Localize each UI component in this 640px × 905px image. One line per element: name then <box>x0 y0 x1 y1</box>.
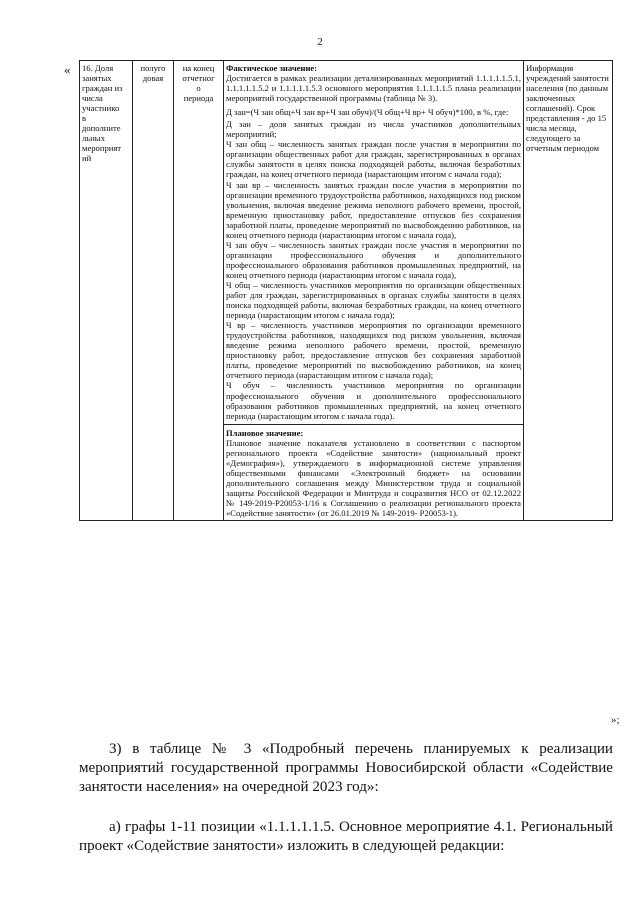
actual-value-paragraph: Ч зан обуч – численность занятых граждан после участия в мероприятии по организации профессионального обучения и дополнительного профессионального образования работников промышленных предприятий, на конец отчетного периода (нарастающим итогом с начала года), <box>226 239 521 280</box>
periodicity-cell: полуго довая <box>133 61 174 521</box>
actual-value-paragraph: Д зан=(Ч зан общ+Ч зан вр+Ч зан обуч)/(Ч общ+Ч вр+ Ч обуч)*100, в %, где: <box>226 107 509 118</box>
page-number: 2 <box>317 36 323 48</box>
close-quote-mark: »; <box>611 714 620 726</box>
indicator-name-cell: 16. Доля занятых граждан из числа участнико в дополните льных мероприят ий <box>80 61 133 521</box>
actual-value-paragraph: Ч обуч – численность участников мероприятия по организации профессионального обучения и дополнительного профессионального образования работников промышленных предприятий, на конец отчетного периода (нарастающим итогом с начала года). <box>226 380 521 421</box>
actual-value-paragraph: Ч общ – численность участников мероприятия по организации общественных работ для граждан, зарегистрированных в органах службы занятости в целях поиска подходящей работы, включая безработных граждан, на конец отчетного периода (нарастающим итогом с начала года); <box>226 279 521 321</box>
method-cell <box>224 61 524 521</box>
open-quote-mark: « <box>64 62 71 77</box>
body-paragraph: а) графы 1-11 позиции «1.1.1.1.1.5. Основное мероприятие 4.1. Региональный проект «Содействие занятости» изложить в следующей редакции: <box>79 819 613 854</box>
actual-value-heading: Фактическое значение: <box>226 63 318 73</box>
actual-value-paragraph: Ч зан общ – численность занятых граждан после участия в мероприятии по организации общественных работ для граждан, зарегистрированных в органах службы занятости в целях поиска подходящей работы, включая безработных граждан, на конец отчетного периода (нарастающим итогом с начала года); <box>226 139 521 180</box>
reporting-date-cell: на конец отчетног о периода <box>174 61 224 521</box>
body-paragraph: 3) в таблице № 3 «Подробный перечень планируемых к реализации мероприятий государственной программы Новосибирской области «Содействие занятости населения» на очередной 2023 год»: <box>79 741 613 795</box>
indicator-table <box>79 60 613 521</box>
planned-value-heading: Плановое значение: <box>226 427 304 438</box>
data-source-cell: Информация учреждений занятости населения (по данным заключенных соглашений). Срок представления - до 15 числа месяца, следующего за отчетным периодом <box>524 61 613 521</box>
actual-value-paragraph: Д зан – доля занятых граждан из числа участников дополнительных мероприятий; <box>226 119 521 140</box>
actual-value-list <box>226 73 521 421</box>
cell-divider <box>224 424 523 425</box>
planned-value-text: Плановое значение показателя установлено в соответствии с паспортом регионального проекта «Содействие занятости» (национальный проект «Демография»), утверждаемого в информационной системе управления общественными финансами «Электронный бюджет» на основании дополнительного соглашения между Министерством труда и социальной защиты Российской Федерации и Минтруда и соцразвития НСО от 02.12.2022 № 149-2019-P20053-1/16 к Соглашению о реализации регионального проекта «Содействие занятости» (от 26.01.2019 № 149-2019- P20053-1). <box>226 437 521 519</box>
actual-value-paragraph: Ч вр – численность участников мероприятия по организации временного трудоустройства работников, находящихся под риском увольнения, включая введение режима неполного рабочего времени, простой, временную приостановку работ, предоставление отпусков без сохранения заработной платы, проведение мероприятий по высвобождению работников, на конец отчетного периода (нарастающим итогом с начала года); <box>226 320 521 381</box>
actual-value-paragraph: Ч зан вр – численность занятых граждан после участия в мероприятии по организации временного трудоустройства работников, находящихся под риском увольнения, включая введение режима неполного рабочего времени, простой, временную приостановку работ, предоставление отпусков без сохранения заработной платы, проведение мероприятий по высвобождению работников, на конец отчетного периода (нарастающим итогом с начала года), <box>226 179 521 240</box>
actual-value-paragraph: Достигается в рамках реализации детализированных мероприятий 1.1.1.1.1.5.1, 1.1.1.1.1.5.2 и 1.1.1.1.1.5.3 основного мероприятия 1.1.1.1.1.5 плана реализации мероприятий государственной программы (таблица № 3). <box>226 73 521 104</box>
table-row <box>80 61 613 521</box>
